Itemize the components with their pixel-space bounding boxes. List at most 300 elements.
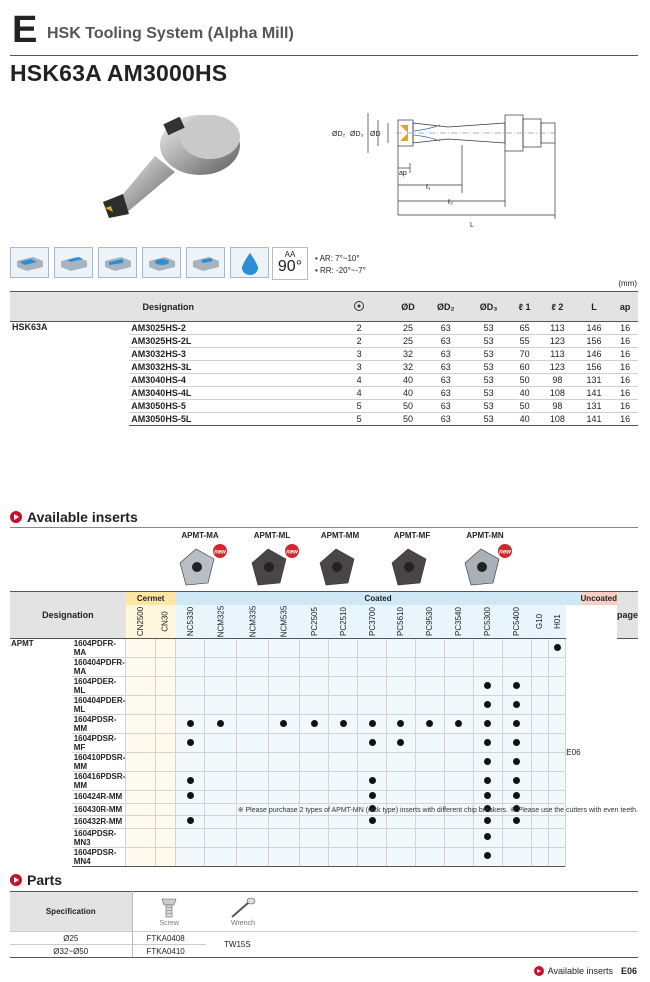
- value-cell: 16: [612, 348, 638, 361]
- grade-cell: [176, 816, 205, 829]
- grade-header: [531, 605, 548, 639]
- grade-cell: [329, 828, 358, 847]
- value-cell: 16: [612, 335, 638, 348]
- aa-value: 90°: [277, 258, 303, 275]
- grade-cell: [237, 715, 269, 734]
- grade-cell: [300, 696, 329, 715]
- grade-cell: [502, 816, 531, 829]
- grade-cell: [531, 816, 548, 829]
- availability-dot: [513, 817, 520, 824]
- grade-cell: [531, 753, 548, 772]
- grade-cell: [415, 828, 444, 847]
- grade-cell: [329, 772, 358, 791]
- grade-cell: [386, 696, 415, 715]
- value-cell: 63: [424, 374, 467, 387]
- insert-type: [170, 531, 230, 589]
- new-badge-label: new: [286, 549, 298, 556]
- grade-cell: [386, 791, 415, 804]
- grade-cell: [329, 816, 358, 829]
- grade-cell: [415, 816, 444, 829]
- designation-cell: AM3025HS-2: [129, 322, 326, 335]
- pocketing-icon: [186, 247, 225, 278]
- grade-cell: [548, 816, 565, 829]
- insert-label: APMT-MN: [466, 531, 504, 540]
- grade-cell: [444, 772, 473, 791]
- grade-cell: [126, 803, 155, 816]
- grade-cell: [473, 772, 502, 791]
- grade-cell: [205, 734, 237, 753]
- grade-cell: [358, 828, 387, 847]
- value-cell: 16: [612, 322, 638, 335]
- insert-image: [384, 543, 440, 589]
- col-l1: ℓ 1: [510, 292, 539, 322]
- shoulder-milling-icon: [10, 247, 49, 278]
- insert-designation: 1604PDER-ML: [72, 677, 126, 696]
- grade-cell: [548, 772, 565, 791]
- col-specification: Specification: [10, 892, 132, 932]
- grade-cell: [237, 791, 269, 804]
- insert-row: [10, 791, 638, 804]
- grade-header: [386, 605, 415, 639]
- grade-cell: [531, 847, 548, 866]
- grade-label: G10: [535, 613, 545, 629]
- value-cell: 32: [392, 348, 425, 361]
- grade-cell: [155, 816, 175, 829]
- parts-table: [10, 891, 638, 958]
- grade-header: [268, 605, 300, 639]
- grade-cell: [548, 658, 565, 677]
- availability-dot: [187, 777, 194, 784]
- grade-cell: [126, 715, 155, 734]
- grade-cell: [415, 847, 444, 866]
- grade-cell: [329, 658, 358, 677]
- grade-cell: [176, 847, 205, 866]
- grade-cell: [531, 772, 548, 791]
- availability-dot: [187, 739, 194, 746]
- grade-header: [126, 605, 155, 639]
- grade-cell: [268, 715, 300, 734]
- grade-cell: [473, 658, 502, 677]
- availability-dot: [484, 792, 491, 799]
- grade-cell: [473, 828, 502, 847]
- grade-cell: [358, 715, 387, 734]
- grade-cell: [548, 791, 565, 804]
- grade-cell: [300, 828, 329, 847]
- bullet-icon: [534, 966, 544, 976]
- grade-cell: [176, 677, 205, 696]
- value-cell: 4: [327, 387, 392, 400]
- designation-cell: AM3050HS-5: [129, 400, 326, 413]
- availability-dot: [369, 792, 376, 799]
- grade-cell: [268, 753, 300, 772]
- grade-cell: [502, 715, 531, 734]
- grade-header: [205, 605, 237, 639]
- grade-cell: [386, 639, 415, 658]
- grade-label: PC5610: [396, 606, 406, 636]
- value-cell: 63: [424, 348, 467, 361]
- value-cell: 16: [612, 361, 638, 374]
- grade-cell: [329, 696, 358, 715]
- bullet-icon: [10, 511, 22, 523]
- dim-ap: ap: [399, 170, 407, 177]
- availability-dot: [187, 792, 194, 799]
- grade-cell: [126, 734, 155, 753]
- availability-dot: [397, 739, 404, 746]
- grade-cell: [444, 715, 473, 734]
- grade-label: NC5330: [185, 606, 195, 636]
- grade-label: NCM535: [279, 605, 289, 638]
- insert-designation: 1604PDSR-MF: [72, 734, 126, 753]
- value-cell: 156: [576, 361, 613, 374]
- grade-cell: [205, 715, 237, 734]
- insert-type: [382, 531, 442, 589]
- value-cell: 50: [392, 413, 425, 426]
- dim-l2: ℓ₂: [448, 199, 453, 206]
- grade-cell: [155, 715, 175, 734]
- page-ref[interactable]: E06: [566, 639, 581, 867]
- page-number: E06: [620, 966, 637, 976]
- grade-label: H01: [552, 613, 562, 629]
- grade-cell: [155, 753, 175, 772]
- grade-cell: [329, 791, 358, 804]
- operation-icons: [10, 247, 269, 278]
- grade-cell: [548, 696, 565, 715]
- grade-cell: [444, 791, 473, 804]
- grade-cell: [205, 791, 237, 804]
- designation-cell: AM3050HS-5L: [129, 413, 326, 426]
- grade-cell: [126, 696, 155, 715]
- spec-value: Ø25: [10, 932, 132, 945]
- availability-dot: [513, 701, 520, 708]
- grade-cell: [502, 734, 531, 753]
- screw-icon: [154, 897, 184, 919]
- availability-dot: [187, 817, 194, 824]
- grade-cell: [444, 658, 473, 677]
- insert-designation: 160424R-MM: [72, 791, 126, 804]
- series-label: APMT: [11, 639, 34, 648]
- page-header: [10, 10, 638, 56]
- grade-cell: [176, 715, 205, 734]
- grade-cell: [176, 639, 205, 658]
- grade-cell: [531, 734, 548, 753]
- grade-cell: [205, 828, 237, 847]
- grade-cell: [473, 696, 502, 715]
- grade-cell: [268, 828, 300, 847]
- value-cell: 40: [392, 387, 425, 400]
- insert-label: APMT-MA: [181, 531, 219, 540]
- insert-designation: 160404PDFR-MA: [73, 658, 125, 676]
- screw-code: FTKA0408: [132, 932, 206, 945]
- grade-cell: [300, 816, 329, 829]
- slotting-icon: [54, 247, 93, 278]
- grade-cell: [444, 828, 473, 847]
- insert-row: [10, 772, 638, 791]
- grade-cell: [473, 753, 502, 772]
- grade-cell: [268, 658, 300, 677]
- spec-value: Ø32~Ø50: [10, 945, 132, 958]
- grade-cell: [126, 791, 155, 804]
- grade-cell: [386, 772, 415, 791]
- grade-cell: [415, 677, 444, 696]
- grade-cell: [237, 696, 269, 715]
- value-cell: 141: [576, 413, 613, 426]
- grade-cell: [205, 753, 237, 772]
- rake-angles: [315, 253, 366, 277]
- availability-dot: [397, 720, 404, 727]
- grade-cell: [548, 677, 565, 696]
- insert-type: [310, 531, 370, 589]
- dim-d2: ØD₂: [332, 131, 346, 138]
- insert-images-row: [10, 527, 638, 590]
- grade-label: PC5300: [483, 606, 493, 636]
- grade-cell: [502, 847, 531, 866]
- grade-label: CN30: [160, 611, 170, 632]
- grade-cell: [237, 753, 269, 772]
- availability-dot: [187, 720, 194, 727]
- value-cell: 16: [612, 413, 638, 426]
- grade-cell: [237, 639, 269, 658]
- grade-label: PC3700: [367, 606, 377, 636]
- value-cell: 141: [576, 387, 613, 400]
- value-cell: 50: [510, 374, 539, 387]
- availability-dot: [513, 739, 520, 746]
- grade-cell: [329, 639, 358, 658]
- grade-cell: [358, 658, 387, 677]
- insert-image: [172, 543, 228, 589]
- grade-cell: [155, 677, 175, 696]
- coolant-icon: [230, 247, 269, 278]
- grade-cell: [444, 816, 473, 829]
- availability-dot: [311, 720, 318, 727]
- dim-d3: ØD₃: [350, 131, 364, 138]
- grade-cell: [386, 677, 415, 696]
- grade-cell: [237, 734, 269, 753]
- insert-designation: 160430R-MM: [72, 803, 126, 816]
- grade-cell: [386, 816, 415, 829]
- grade-cell: [126, 772, 155, 791]
- grade-cell: [155, 847, 175, 866]
- value-cell: 156: [576, 335, 613, 348]
- value-cell: 50: [510, 400, 539, 413]
- grade-cell: [502, 639, 531, 658]
- grade-cell: [548, 847, 565, 866]
- value-cell: 25: [392, 322, 425, 335]
- dim-l1: ℓ₁: [426, 184, 431, 191]
- grade-cell: [126, 828, 155, 847]
- grade-cell: [300, 677, 329, 696]
- value-cell: 16: [612, 387, 638, 400]
- grade-cell: [415, 753, 444, 772]
- insert-row: [10, 816, 638, 829]
- grade-cell: [155, 791, 175, 804]
- grade-cell: [126, 847, 155, 866]
- grade-cell: [126, 639, 155, 658]
- designation-cell: AM3025HS-2L: [129, 335, 326, 348]
- insert-image: [244, 543, 300, 589]
- availability-dot: [280, 720, 287, 727]
- value-cell: 146: [576, 322, 613, 335]
- availability-dot: [513, 777, 520, 784]
- grade-cell: [268, 816, 300, 829]
- insert-designation: 160410PDSR-MM: [73, 753, 126, 771]
- grade-cell: [155, 828, 175, 847]
- grade-cell: [415, 791, 444, 804]
- value-cell: 16: [612, 400, 638, 413]
- grade-cell: [205, 639, 237, 658]
- grade-header: [473, 605, 502, 639]
- value-cell: 53: [467, 387, 510, 400]
- value-cell: 98: [539, 374, 576, 387]
- tool-dimension-drawing: [330, 103, 560, 228]
- grade-cell: [548, 828, 565, 847]
- wrench-icon: [228, 897, 258, 919]
- grade-cell: [237, 816, 269, 829]
- dim-L: L: [470, 222, 474, 228]
- grade-cell: [205, 847, 237, 866]
- grade-cell: [502, 772, 531, 791]
- grade-cell: [176, 753, 205, 772]
- grade-header: [548, 605, 565, 639]
- new-badge-label: new: [499, 549, 511, 556]
- insert-row: [10, 696, 638, 715]
- value-cell: 40: [392, 374, 425, 387]
- grade-header: [329, 605, 358, 639]
- availability-dot: [554, 644, 561, 651]
- grade-cell: [155, 658, 175, 677]
- grade-cell: [329, 847, 358, 866]
- grade-cell: [531, 791, 548, 804]
- grade-cell: [205, 677, 237, 696]
- grade-cell: [237, 658, 269, 677]
- tool-holder-image: [95, 110, 250, 220]
- new-badge-label: new: [214, 549, 226, 556]
- value-cell: 113: [539, 322, 576, 335]
- grade-cell: [548, 734, 565, 753]
- grade-cell: [237, 847, 269, 866]
- insert-row: [10, 715, 638, 734]
- grade-cell: [531, 715, 548, 734]
- grade-cell: [300, 715, 329, 734]
- grade-cell: [444, 753, 473, 772]
- grade-cell: [415, 696, 444, 715]
- grade-cell: [502, 658, 531, 677]
- col-wrench: Wrench: [206, 892, 280, 932]
- insert-row: [10, 677, 638, 696]
- grade-cell: [126, 658, 155, 677]
- grade-cell: [268, 772, 300, 791]
- availability-dot: [484, 777, 491, 784]
- availability-dot: [484, 817, 491, 824]
- group-uncoated: Uncoated: [581, 592, 617, 605]
- designation-cell: AM3040HS-4L: [129, 387, 326, 400]
- grade-cell: [444, 696, 473, 715]
- grade-cell: [237, 677, 269, 696]
- wrench-code: TW15S: [206, 932, 280, 958]
- col-d3: ØD₃: [467, 292, 510, 322]
- availability-dot: [484, 758, 491, 765]
- grade-cell: [358, 847, 387, 866]
- axial-rake: • AR: 7°~10°: [315, 254, 360, 263]
- grade-cell: [531, 658, 548, 677]
- col-designation: Designation: [10, 592, 126, 639]
- grade-cell: [358, 772, 387, 791]
- value-cell: 53: [467, 335, 510, 348]
- value-cell: 131: [576, 400, 613, 413]
- availability-dot: [513, 792, 520, 799]
- grade-cell: [386, 715, 415, 734]
- screw-code: FTKA0410: [132, 945, 206, 958]
- col-designation: Designation: [10, 292, 327, 322]
- grade-cell: [502, 696, 531, 715]
- designation-cell: AM3032HS-3L: [129, 361, 326, 374]
- grade-cell: [300, 639, 329, 658]
- grade-label: PC9530: [425, 606, 435, 636]
- value-cell: 65: [510, 322, 539, 335]
- grade-label: PC2510: [338, 606, 348, 636]
- grade-cell: [176, 803, 205, 816]
- grade-cell: [502, 753, 531, 772]
- insert-designation: 1604PDSR-MM: [72, 715, 126, 734]
- grade-cell: [444, 639, 473, 658]
- grade-cell: [358, 677, 387, 696]
- unit-label: (mm): [618, 279, 637, 288]
- grade-cell: [268, 791, 300, 804]
- col-page: page: [617, 592, 638, 639]
- value-cell: 40: [510, 413, 539, 426]
- value-cell: 16: [612, 374, 638, 387]
- grade-header: [415, 605, 444, 639]
- section-letter: E: [12, 9, 38, 51]
- grade-cell: [155, 772, 175, 791]
- grade-cell: [473, 715, 502, 734]
- grade-cell: [415, 772, 444, 791]
- grade-cell: [386, 828, 415, 847]
- availability-dot: [369, 777, 376, 784]
- grade-cell: [176, 696, 205, 715]
- insert-row: [10, 639, 638, 658]
- availability-dot: [484, 852, 491, 859]
- face-milling-icon: [142, 247, 181, 278]
- grade-cell: [268, 639, 300, 658]
- footer-link-label[interactable]: Available inserts: [547, 966, 613, 976]
- grade-cell: [358, 791, 387, 804]
- value-cell: 32: [392, 361, 425, 374]
- grade-cell: [444, 847, 473, 866]
- grade-cell: [300, 734, 329, 753]
- grade-header: [444, 605, 473, 639]
- grade-cell: [358, 639, 387, 658]
- grade-cell: [176, 658, 205, 677]
- grade-cell: [300, 847, 329, 866]
- grade-label: PC5400: [512, 606, 522, 636]
- grade-cell: [329, 715, 358, 734]
- insert-label: APMT-MM: [320, 531, 360, 540]
- grade-cell: [176, 791, 205, 804]
- grade-cell: [126, 753, 155, 772]
- insert-row: [10, 753, 638, 772]
- availability-dot: [513, 720, 520, 727]
- value-cell: 5: [327, 400, 392, 413]
- grade-cell: [444, 677, 473, 696]
- grade-cell: [502, 791, 531, 804]
- value-cell: 2: [327, 322, 392, 335]
- insert-label: APMT-ML: [253, 531, 291, 540]
- grade-cell: [329, 677, 358, 696]
- grade-cell: [205, 816, 237, 829]
- availability-dot: [513, 758, 520, 765]
- grade-cell: [268, 677, 300, 696]
- insert-row: [10, 734, 638, 753]
